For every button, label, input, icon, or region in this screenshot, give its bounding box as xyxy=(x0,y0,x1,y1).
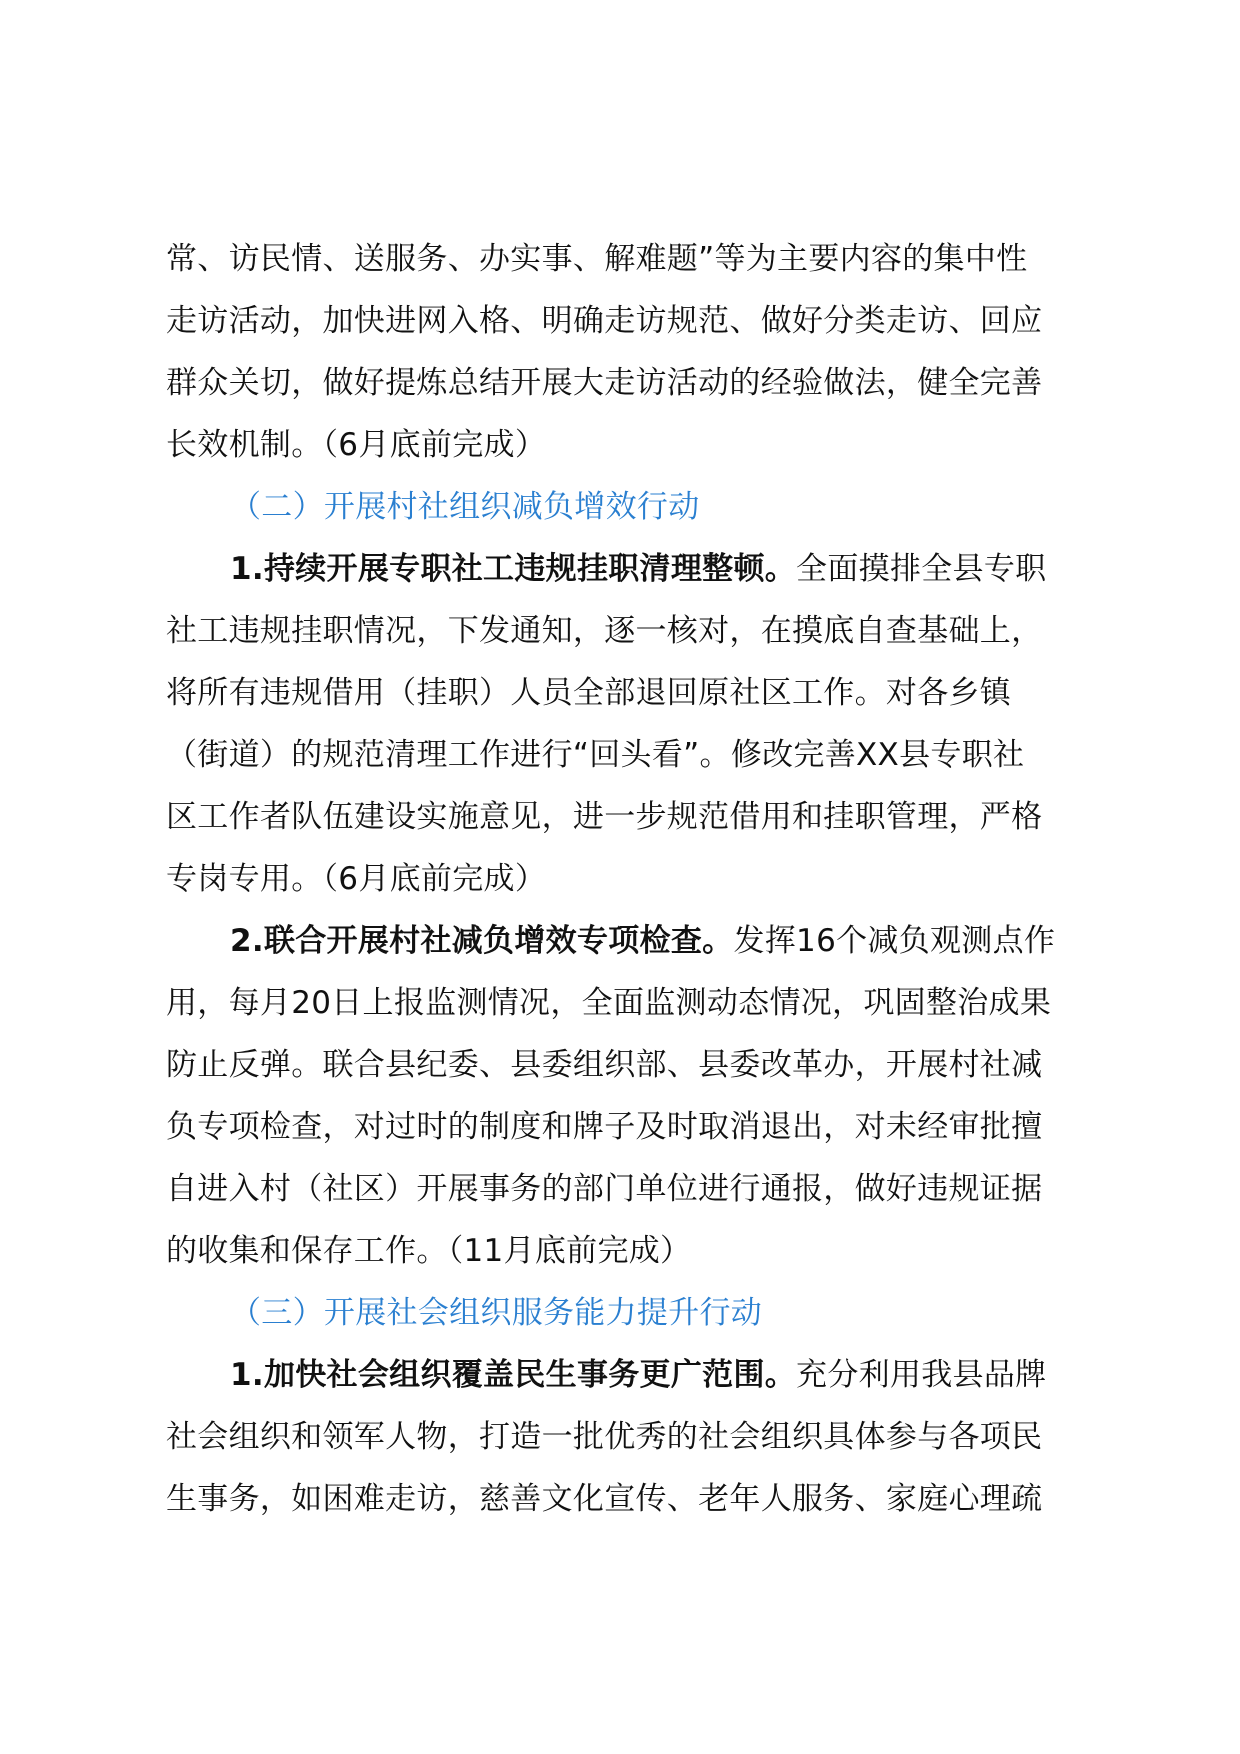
body-line: 生事务，如困难走访，慈善文化宣传、老年人服务、家庭心理疏 xyxy=(166,1481,1043,1517)
item-lead-text: 全面摸排全县专职 xyxy=(796,551,1047,587)
section-heading-3: （三）开展社会组织服务能力提升行动 xyxy=(230,1295,763,1331)
body-line: 将所有违规借用（挂职）人员全部退回原社区工作。对各乡镇 xyxy=(166,675,1012,711)
document-body xyxy=(166,228,1102,1530)
item-title: 2.联合开展村社减负增效专项检查。 xyxy=(230,923,734,959)
section-heading-2: （二）开展村社组织减负增效行动 xyxy=(230,489,700,525)
body-line: 的收集和保存工作。（11月底前完成） xyxy=(166,1233,692,1269)
body-line: 群众关切，做好提炼总结开展大走访活动的经验做法，健全完善 xyxy=(166,365,1043,401)
item-title: 1.加快社会组织覆盖民生事务更广范围。 xyxy=(230,1357,797,1393)
body-line: （街道）的规范清理工作进行“回头看”。修改完善XX县专职社 xyxy=(166,737,1025,773)
body-line: 用，每月20日上报监测情况，全面监测动态情况，巩固整治成果 xyxy=(166,985,1052,1021)
body-line: 防止反弹。联合县纪委、县委组织部、县委改革办，开展村社减 xyxy=(166,1047,1043,1083)
body-line: 负专项检查，对过时的制度和牌子及时取消退出，对未经审批擅 xyxy=(166,1109,1043,1145)
item-lead-line xyxy=(166,1344,1102,1406)
body-line: 社工违规挂职情况，下发通知，逐一核对，在摸底自查基础上， xyxy=(166,613,1043,649)
item-lead-line xyxy=(166,538,1102,600)
body-line: 常、访民情、送服务、办实事、解难题”等为主要内容的集中性 xyxy=(166,241,1028,277)
body-line: 区工作者队伍建设实施意见，进一步规范借用和挂职管理，严格 xyxy=(166,799,1043,835)
body-line: 专岗专用。（6月底前完成） xyxy=(166,861,547,897)
item-lead-line xyxy=(166,910,1102,972)
body-line: 长效机制。（6月底前完成） xyxy=(166,427,547,463)
body-line: 社会组织和领军人物，打造一批优秀的社会组织具体参与各项民 xyxy=(166,1419,1043,1455)
body-line: 自进入村（社区）开展事务的部门单位进行通报，做好违规证据 xyxy=(166,1171,1043,1207)
item-lead-text: 充分利用我县品牌 xyxy=(796,1357,1047,1393)
body-line: 走访活动，加快进网入格、明确走访规范、做好分类走访、回应 xyxy=(166,303,1043,339)
item-title: 1.持续开展专职社工违规挂职清理整顿。 xyxy=(230,551,797,587)
item-lead-text: 发挥16个减负观测点作 xyxy=(733,923,1056,959)
